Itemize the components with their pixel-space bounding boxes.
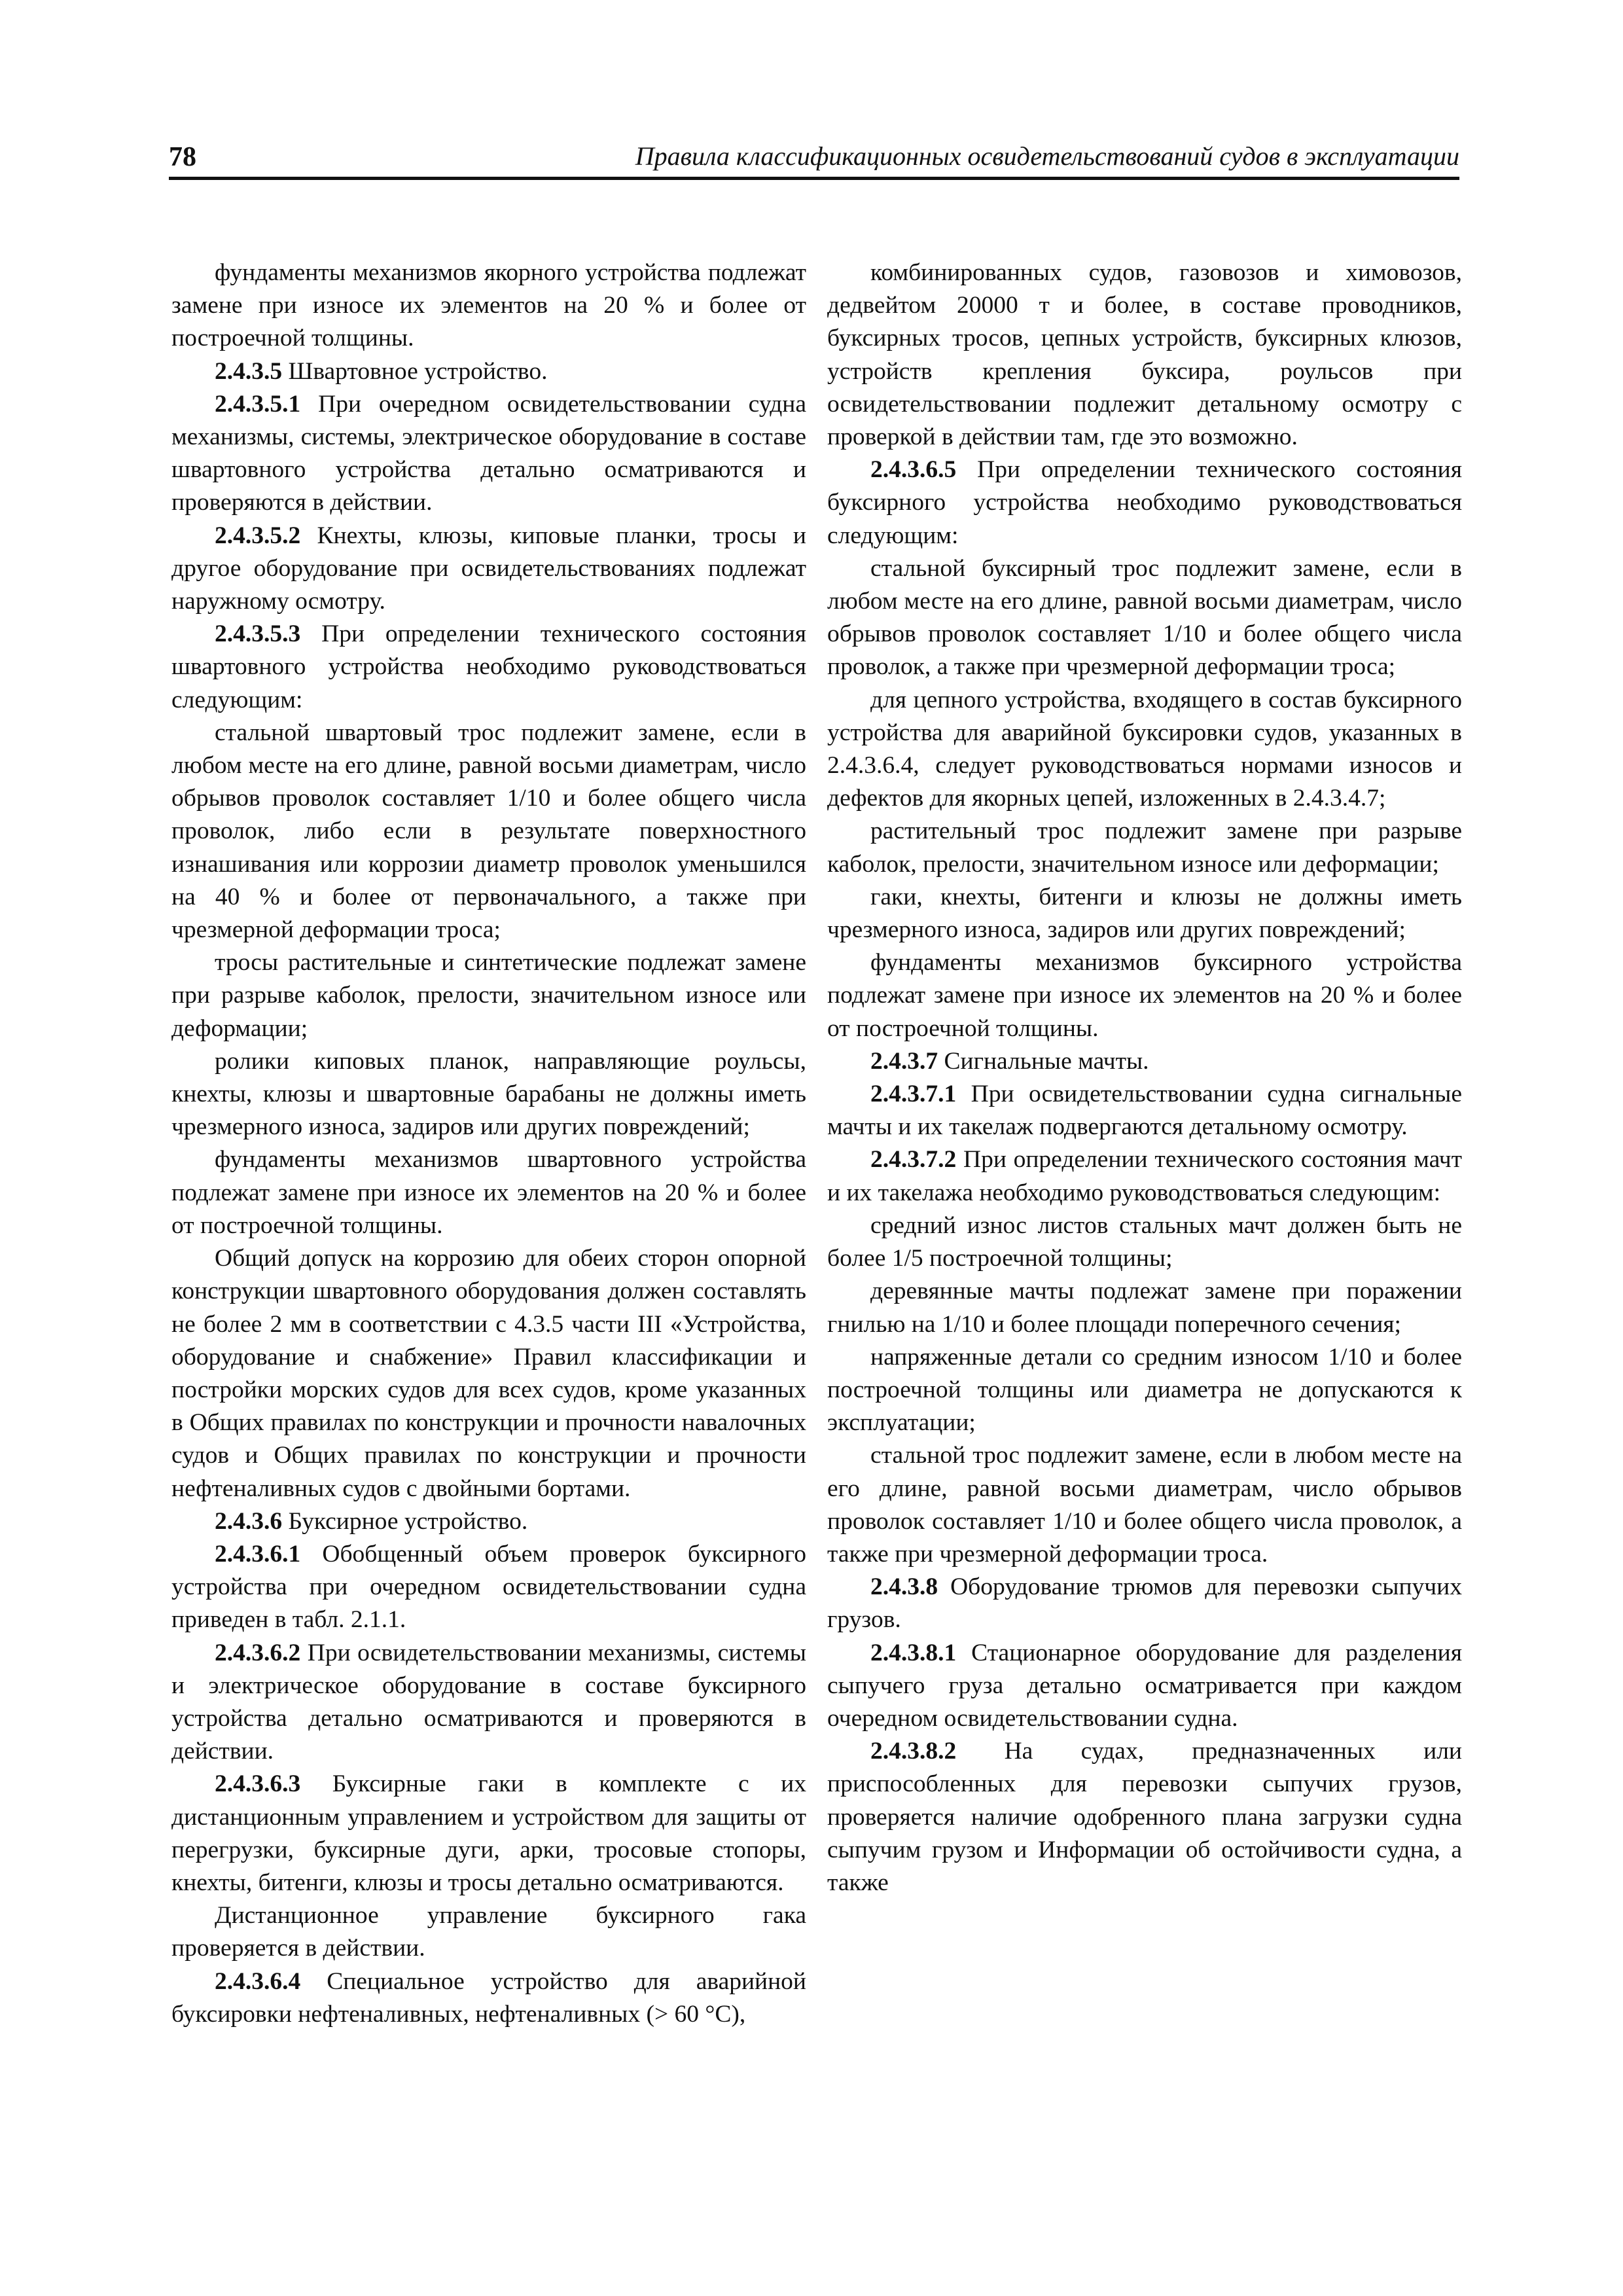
paragraph-text: средний износ листов стальных мачт должен быть не более 1/5 построечной толщины; [827, 1211, 1462, 1272]
paragraph-text: Общий допуск на коррозию для обеих сторон опорной конструкции швартовного оборудования должен составлять не более 2 мм в соответствии с 4.3.5 части III «Устройства, оборудование и снабжение» Правил классификации и постройки морских судов для всех судов, кроме указанных в Общих правилах по конструкции и прочности навалочных судов и Общих правилах по конструкции и прочности нефтеналивных судов с двойными бортами. [171, 1245, 806, 1502]
paragraph [171, 1899, 806, 1965]
section-number: 2.4.3.7.2 [870, 1146, 957, 1174]
paragraph-text: напряженные детали со средним износом 1/10 и более построечной толщины или диаметра не допускаются к эксплуатации; [827, 1343, 1462, 1437]
paragraph-text: тросы растительные и синтетические подлежат замене при разрыве каболок, прелости, значительном износе или деформации; [171, 949, 806, 1042]
section-number: 2.4.3.6.3 [215, 1770, 301, 1798]
paragraph [171, 1637, 806, 1768]
paragraph-text: Буксирное устройство. [282, 1507, 528, 1535]
paragraph-text: деревянные мачты подлежат замене при поражении гнилью на 1/10 и более площади поперечного сечения; [827, 1278, 1462, 1338]
paragraph-text: комбинированных судов, газовозов и химовозов, дедвейтом 20000 т и более, в составе проводников, буксирных тросов, цепных устройств, буксирных клюзов, устройств крепления буксира, роульсов при освидетельствовании подлежит детальному осмотру с проверкой в действии там, где это возможно. [827, 259, 1462, 451]
paragraph [827, 684, 1462, 816]
section-number: 2.4.3.5.2 [215, 522, 301, 549]
paragraph [827, 1735, 1462, 1899]
paragraph [827, 1078, 1462, 1143]
paragraph [171, 1143, 806, 1242]
paragraph [171, 355, 806, 388]
paragraph [171, 520, 806, 619]
paragraph [827, 1275, 1462, 1340]
paragraph [171, 1768, 806, 1899]
paragraph-text: Сигнальные мачты. [938, 1047, 1149, 1075]
paragraph [171, 618, 806, 717]
paragraph-text: Стационарное оборудование для разделения сыпучего груза детально осматривается при каждом очередном освидетельствовании судна. [827, 1639, 1462, 1732]
section-number: 2.4.3.6 [215, 1507, 283, 1535]
paragraph [827, 454, 1462, 552]
paragraph [171, 946, 806, 1045]
paragraph [171, 1965, 806, 2031]
page-header [169, 137, 1459, 180]
paragraph-text: растительный трос подлежит замене при разрыве каболок, прелости, значительном износе или деформации; [827, 817, 1462, 878]
paragraph [827, 257, 1462, 454]
paragraph-text: На судах, предназначенных или приспособленных для перевозки сыпучих грузов, проверяется наличие одобренного плана загрузки судна сыпучим грузом и Информации об остойчивости судна, а также [827, 1738, 1462, 1896]
paragraph [827, 1439, 1462, 1571]
section-number: 2.4.3.5.1 [215, 390, 301, 418]
paragraph-text: гаки, кнехты, битенги и клюзы не должны иметь чрезмерного износа, задиров или других повреждений; [827, 883, 1462, 944]
paragraph-text: При определении технического состояния швартовного устройства необходимо руководствоваться следующим: [171, 620, 806, 713]
paragraph [827, 552, 1462, 684]
paragraph-text: При освидетельствовании судна сигнальные мачты и их такелаж подвергаются детальному осмотру. [827, 1081, 1462, 1141]
paragraph [171, 1505, 806, 1538]
paragraph-text: Обобщенный объем проверок буксирного устройства при очередном освидетельствовании судна приведен в табл. 2.1.1. [171, 1540, 806, 1634]
section-number: 2.4.3.8.1 [870, 1639, 957, 1666]
section-number: 2.4.3.5 [215, 357, 283, 385]
paragraph-text: стальной буксирный трос подлежит замене, если в любом месте на его длине, равной восьми диаметрам, число обрывов проволок составляет 1/10 и более общего числа проволок, а также при чрезмерной деформации троса; [827, 554, 1462, 681]
left-column [171, 257, 806, 2031]
page-number: 78 [169, 142, 196, 172]
paragraph-text: для цепного устройства, входящего в состав буксирного устройства для аварийной буксировки судов, указанных в 2.4.3.6.4, следует руководствоваться нормами износов и дефектов для якорных цепей, изложенных в 2.4.3.4.7; [827, 686, 1462, 812]
section-number: 2.4.3.8 [870, 1573, 938, 1601]
paragraph [827, 1210, 1462, 1275]
paragraph-text: При определении технического состояния буксирного устройства необходимо руководствоваться следующим: [827, 456, 1462, 549]
paragraph [827, 1143, 1462, 1209]
paragraph [171, 717, 806, 946]
paragraph-text: Дистанционное управление буксирного гака проверяется в действии. [171, 1902, 806, 1962]
paragraph-text: При определении технического состояния мачт и их такелажа необходимо руководствоваться следующим: [827, 1146, 1462, 1206]
paragraph-text: При очередном освидетельствовании судна механизмы, системы, электрическое оборудование в составе швартовного устройства детально осматриваются и проверяются в действии. [171, 390, 806, 516]
section-number: 2.4.3.6.2 [215, 1639, 301, 1666]
paragraph [171, 1538, 806, 1637]
section-number: 2.4.3.6.1 [215, 1540, 301, 1568]
section-number: 2.4.3.6.5 [870, 456, 957, 484]
paragraph-text: фундаменты механизмов якорного устройства подлежат замене при износе их элементов на 20 % и более от построечной толщины. [171, 259, 806, 352]
paragraph [827, 946, 1462, 1045]
paragraph-text: Буксирные гаки в комплекте с их дистанционным управлением и устройством для защиты от перегрузки, буксирные дуги, арки, тросовые стопоры, кнехты, битенги, клюзы и тросы детально осматриваются. [171, 1770, 806, 1896]
paragraph-text: При освидетельствовании механизмы, системы и электрическое оборудование в составе буксирного устройства детально осматриваются и проверяются в действии. [171, 1639, 806, 1765]
section-number: 2.4.3.8.2 [870, 1738, 957, 1765]
paragraph [827, 815, 1462, 880]
section-number: 2.4.3.7 [870, 1047, 938, 1075]
paragraph-text: Оборудование трюмов для перевозки сыпучих грузов. [827, 1573, 1462, 1634]
running-title: Правила классификационных освидетельствований судов в эксплуатации [635, 141, 1459, 171]
paragraph [171, 388, 806, 520]
paragraph-text: Кнехты, клюзы, киповые планки, тросы и другое оборудование при освидетельствованиях подлежат наружному осмотру. [171, 522, 806, 615]
paragraph [171, 1045, 806, 1144]
section-number: 2.4.3.7.1 [870, 1081, 957, 1108]
paragraph [827, 1637, 1462, 1736]
paragraph-text: ролики киповых планок, направляющие роульсы, кнехты, клюзы и швартовные барабаны не должны иметь чрезмерного износа, задиров или других повреждений; [171, 1047, 806, 1141]
right-column [827, 257, 1462, 1899]
paragraph-text: Швартовное устройство. [282, 357, 548, 385]
section-number: 2.4.3.5.3 [215, 620, 301, 648]
paragraph [827, 1045, 1462, 1078]
paragraph [827, 1341, 1462, 1440]
paragraph-text: фундаменты механизмов буксирного устройства подлежат замене при износе их элементов на 20 % и более от построечной толщины. [827, 949, 1462, 1042]
paragraph-text: стальной трос подлежит замене, если в любом месте на его длине, равной восьми диаметрам, число обрывов проволок составляет 1/10 и более общего числа проволок, а также при чрезмерной деформации троса. [827, 1442, 1462, 1568]
paragraph-text: Специальное устройство для аварийной буксировки нефтеналивных, нефтеналивных (> 60 °С), [171, 1967, 806, 2028]
section-number: 2.4.3.6.4 [215, 1967, 301, 1995]
paragraph [171, 257, 806, 355]
paragraph-text: стальной швартовый трос подлежит замене, если в любом месте на его длине, равной восьми диаметрам, число обрывов проволок составляет 1/10 и более общего числа проволок, либо если в результате поверхностного изнашивания или коррозии диаметр проволок уменьшился на 40 % и более от первоначального, а также при чрезмерной деформации троса; [171, 719, 806, 944]
paragraph [827, 1571, 1462, 1636]
paragraph [827, 881, 1462, 946]
paragraph [171, 1242, 806, 1505]
paragraph-text: фундаменты механизмов швартовного устройства подлежат замене при износе их элементов на 20 % и более от построечной толщины. [171, 1146, 806, 1239]
